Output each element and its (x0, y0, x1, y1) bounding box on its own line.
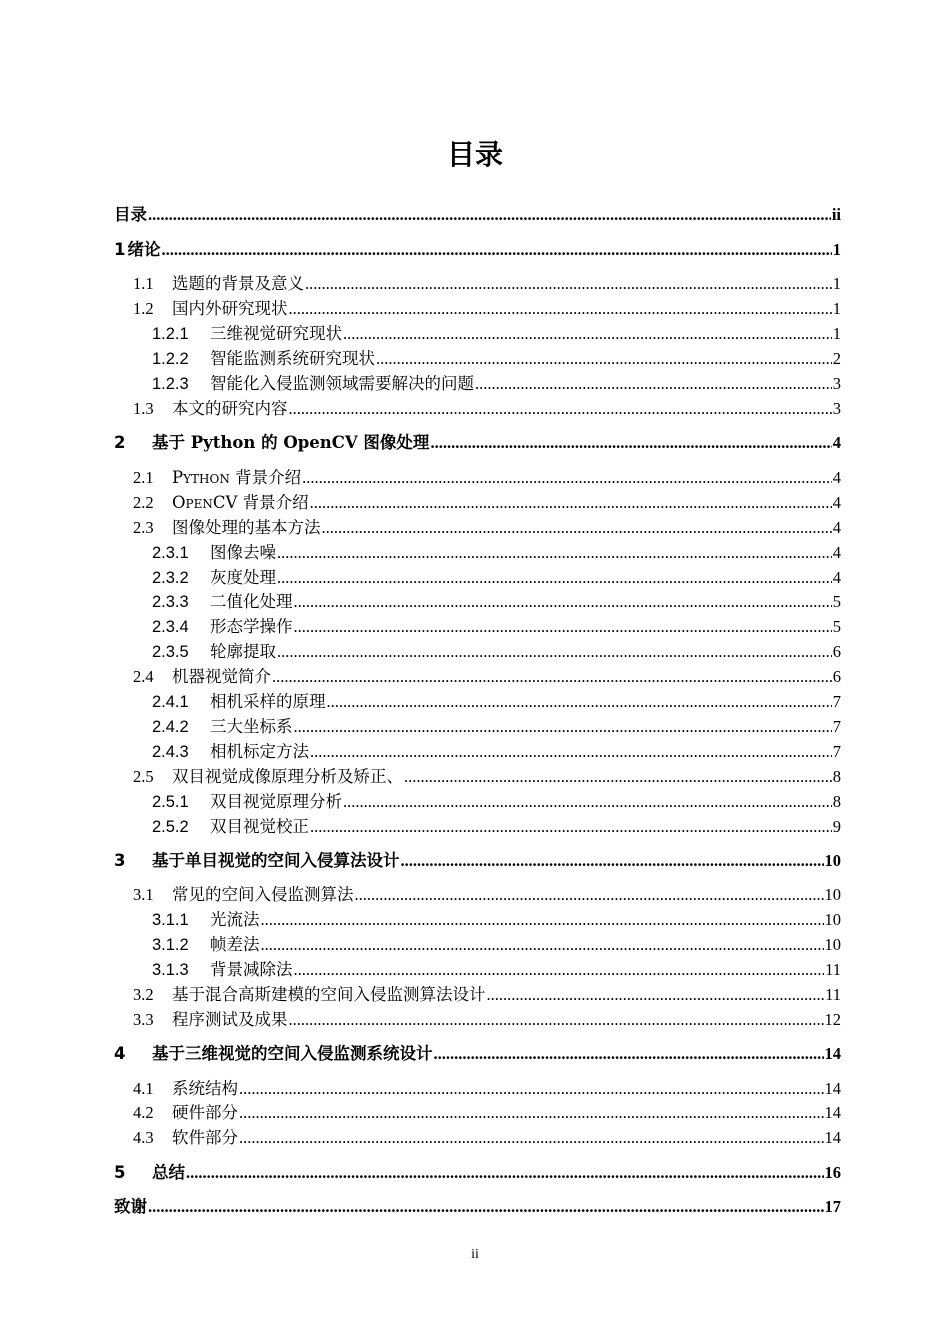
toc-leader-dots (404, 764, 832, 789)
toc-entry-2-4-1[interactable] (152, 689, 841, 714)
toc-entry-page: 10 (824, 910, 841, 929)
toc-entry-number: 1.2.3 (152, 375, 189, 393)
toc-entry-2-3[interactable] (133, 515, 841, 540)
toc-entry-text: 二值化处理 (210, 592, 293, 611)
toc-entry-page: 6 (832, 642, 841, 661)
toc-entry-text: 基于单目视觉的空间入侵算法设计 (152, 851, 400, 870)
toc-entry-acknowledgements[interactable] (114, 1194, 841, 1219)
toc-entry-2-5[interactable] (133, 764, 841, 789)
toc-entry-3-1-2[interactable] (152, 932, 841, 957)
toc-entry-number: 3.1.2 (152, 936, 189, 954)
toc-entry-number: 1.2.1 (152, 325, 189, 343)
toc-entry-number: 2.5.2 (152, 818, 189, 836)
toc-entry-chapter-5[interactable] (114, 1160, 841, 1185)
toc-entry-text: OpenCV 背景介绍 (172, 493, 309, 512)
toc-leader-dots (239, 1076, 824, 1101)
toc-entry-number: 2.5.1 (152, 793, 189, 811)
toc-entry-text: 轮廓提取 (210, 642, 276, 661)
toc-entry-page: 11 (825, 960, 841, 979)
toc-entry-contents[interactable] (114, 202, 841, 227)
toc-entry-2-2[interactable] (133, 490, 841, 515)
toc-entry-page: 5 (832, 617, 841, 636)
toc-entry-page: 17 (824, 1197, 841, 1216)
toc-entry-page: 2 (832, 349, 841, 368)
toc-entry-text: 软件部分 (172, 1128, 238, 1147)
toc-entry-number: 5 (114, 1163, 126, 1182)
toc-entry-page: 7 (832, 692, 841, 711)
toc-entry-page: 1 (832, 324, 841, 343)
toc-entry-2-3-2[interactable] (152, 565, 841, 590)
toc-entry-number: 3.1 (133, 885, 154, 904)
toc-entry-page: 14 (824, 1044, 841, 1063)
toc-entry-3-2[interactable] (133, 982, 841, 1007)
toc-title: 目录 (446, 138, 503, 171)
toc-leader-dots (305, 271, 832, 296)
toc-leader-dots (294, 957, 825, 982)
toc-leader-dots (161, 237, 831, 262)
toc-entry-text: 形态学操作 (210, 617, 293, 636)
toc-entry-page: 1 (832, 299, 841, 318)
toc-entry-text: 本文的研究内容 (172, 399, 288, 418)
toc-entry-2-5-1[interactable] (152, 789, 841, 814)
toc-entry-2-5-2[interactable] (152, 814, 841, 839)
toc-entry-text: 程序测试及成果 (172, 1010, 288, 1029)
toc-entry-3-1-1[interactable] (152, 907, 841, 932)
toc-entry-text: 总结 (152, 1163, 185, 1182)
toc-entry-number: 2 (114, 433, 126, 452)
toc-entry-text: 硬件部分 (172, 1103, 238, 1122)
toc-entry-1-1[interactable] (133, 271, 841, 296)
toc-entry-number: 2.3.1 (152, 544, 189, 562)
toc-leader-dots (272, 664, 832, 689)
toc-entry-number: 1.3 (133, 399, 154, 418)
toc-entry-number: 1.2.2 (152, 350, 189, 368)
toc-entry-text: 致谢 (114, 1197, 147, 1216)
toc-entry-page: 8 (832, 767, 841, 786)
toc-leader-dots (289, 1007, 824, 1032)
toc-leader-dots (277, 639, 832, 664)
page-number: ii (471, 1247, 479, 1262)
toc-entry-page: 1 (832, 240, 841, 259)
toc-entry-page: 14 (824, 1079, 841, 1098)
toc-entry-page: 4 (832, 518, 841, 537)
toc-entry-text: 绪论 (127, 240, 161, 259)
toc-entry-text: 智能监测系统研究现状 (210, 349, 375, 368)
toc-leader-dots (294, 589, 832, 614)
toc-entry-1-2-2[interactable] (152, 346, 841, 371)
toc-entry-number: 2.3.3 (152, 593, 189, 611)
toc-entry-text: 机器视觉简介 (172, 667, 271, 686)
toc-entry-2-3-4[interactable] (152, 614, 841, 639)
toc-leader-dots (277, 540, 832, 565)
toc-entry-2-4-3[interactable] (152, 739, 841, 764)
toc-entry-4-2[interactable] (133, 1100, 841, 1125)
toc-entry-number: 4 (114, 1044, 126, 1063)
toc-leader-dots (239, 1100, 824, 1125)
toc-entry-text: 相机采样的原理 (210, 692, 326, 711)
toc-entry-page: 4 (832, 493, 841, 512)
toc-leader-dots (186, 1160, 824, 1185)
toc-entry-page: 4 (832, 543, 841, 562)
toc-leader-dots (294, 614, 832, 639)
toc-entry-text: 双目视觉校正 (210, 817, 309, 836)
toc-entry-text: 基于三维视觉的空间入侵监测系统设计 (152, 1044, 433, 1063)
toc-entry-text: 三维视觉研究现状 (210, 324, 342, 343)
toc-entry-number: 3.1.3 (152, 961, 189, 979)
toc-entry-2-3-5[interactable] (152, 639, 841, 664)
toc-leader-dots (277, 565, 832, 590)
toc-entry-number: 2.3.5 (152, 643, 189, 661)
toc-entry-number: 2.4.3 (152, 743, 189, 761)
toc-entry-number: 3.1.1 (152, 911, 189, 929)
toc-entry-text: 系统结构 (172, 1079, 238, 1098)
toc-entry-page: 4 (832, 433, 841, 452)
toc-entry-text: 灰度处理 (210, 568, 276, 587)
toc-entry-4-1[interactable] (133, 1076, 841, 1101)
toc-entry-text: 选题的背景及意义 (172, 274, 304, 293)
toc-entry-page: 10 (824, 851, 841, 870)
toc-leader-dots (487, 982, 825, 1007)
toc-entry-number: 1 (114, 240, 126, 259)
toc-entry-page: 7 (832, 717, 841, 736)
toc-entry-text: 图像去噪 (210, 543, 276, 562)
toc-entry-4-3[interactable] (133, 1125, 841, 1150)
toc-entry-number: 4.1 (133, 1079, 154, 1098)
toc-leader-dots (261, 907, 824, 932)
toc-leader-dots (343, 789, 832, 814)
toc-entry-number: 2.3 (133, 518, 154, 537)
toc-entry-text: 背景减除法 (210, 960, 293, 979)
toc-leader-dots (434, 1041, 824, 1066)
toc-entry-1-3[interactable] (133, 396, 841, 421)
toc-entry-number: 1.2 (133, 299, 154, 318)
toc-leader-dots (261, 932, 824, 957)
toc-entry-text: 图像处理的基本方法 (172, 518, 321, 537)
toc-entry-number: 3.2 (133, 985, 154, 1004)
toc-entry-text: 智能化入侵监测领域需要解决的问题 (210, 374, 474, 393)
toc-entry-page: 4 (832, 468, 841, 487)
toc-leader-dots (322, 515, 832, 540)
toc-entry-chapter-3[interactable] (114, 848, 841, 873)
toc-entry-page: 9 (832, 817, 841, 836)
toc-entry-number: 2.5 (133, 767, 154, 786)
toc-entry-page: 6 (832, 667, 841, 686)
toc-entry-page: 7 (832, 742, 841, 761)
toc-entry-page: 3 (832, 399, 841, 418)
toc-entry-2-4-2[interactable] (152, 714, 841, 739)
toc-leader-dots (294, 714, 832, 739)
toc-entry-text: 双目视觉成像原理分析及矫正、 (172, 767, 403, 786)
toc-entry-number: 4.3 (133, 1128, 154, 1147)
toc-entry-chapter-2[interactable] (114, 430, 841, 455)
toc-entry-2-3-1[interactable] (152, 540, 841, 565)
toc-leader-dots (148, 1194, 824, 1219)
toc-leader-dots (430, 430, 831, 455)
toc-entry-1-2-3[interactable] (152, 371, 841, 396)
toc-entry-number: 4.2 (133, 1103, 154, 1122)
toc-entry-text: Python 背景介绍 (172, 468, 302, 487)
toc-entry-number: 2.3.2 (152, 569, 189, 587)
toc-entry-3-1[interactable] (133, 882, 841, 907)
toc-entry-page: 4 (832, 568, 841, 587)
toc-entry-3-3[interactable] (133, 1007, 841, 1032)
toc-leader-dots (355, 882, 824, 907)
toc-leader-dots (302, 465, 832, 490)
toc-leader-dots (310, 490, 832, 515)
toc-entry-number: 2.2 (133, 493, 154, 512)
toc-entry-1-2-1[interactable] (152, 321, 841, 346)
toc-entry-2-3-3[interactable] (152, 589, 841, 614)
toc-entry-text: 基于 Python 的 OpenCV 图像处理 (152, 433, 430, 452)
toc-entry-2-1[interactable] (133, 465, 841, 490)
toc-entry-text: 常见的空间入侵监测算法 (172, 885, 354, 904)
toc-leader-dots (343, 321, 832, 346)
toc-entry-number: 3 (114, 851, 126, 870)
toc-entry-number: 2.1 (133, 468, 154, 487)
toc-entry-number: 2.3.4 (152, 618, 189, 636)
toc-entry-text: 双目视觉原理分析 (210, 792, 342, 811)
toc-leader-dots (475, 371, 832, 396)
toc-entry-page: 10 (824, 885, 841, 904)
toc-entry-text: 国内外研究现状 (172, 299, 288, 318)
toc-leader-dots (289, 396, 832, 421)
toc-leader-dots (289, 296, 832, 321)
toc-entry-3-1-3[interactable] (152, 957, 841, 982)
toc-entry-chapter-1[interactable] (114, 237, 841, 262)
toc-entry-number: 1.1 (133, 274, 154, 293)
toc-leader-dots (148, 202, 831, 227)
toc-entry-text: 光流法 (210, 910, 260, 929)
toc-entry-page: 12 (824, 1010, 841, 1029)
toc-entry-text: 目录 (114, 205, 147, 224)
toc-leader-dots (310, 814, 832, 839)
toc-entry-page: 5 (832, 592, 841, 611)
toc-entry-number: 3.3 (133, 1010, 154, 1029)
toc-leader-dots (376, 346, 832, 371)
toc-entry-page: 3 (832, 374, 841, 393)
toc-entry-page: ii (831, 205, 841, 224)
toc-entry-page: 16 (824, 1163, 841, 1182)
toc-entry-page: 10 (824, 935, 841, 954)
toc-entry-2-4[interactable] (133, 664, 841, 689)
toc-entry-page: 14 (824, 1103, 841, 1122)
toc-entry-text: 相机标定方法 (210, 742, 309, 761)
toc-leader-dots (239, 1125, 824, 1150)
toc-entry-number: 2.4 (133, 667, 154, 686)
toc-entry-text: 基于混合高斯建模的空间入侵监测算法设计 (172, 985, 486, 1004)
toc-entry-text: 帧差法 (210, 935, 260, 954)
toc-entry-page: 11 (825, 985, 841, 1004)
toc-leader-dots (310, 739, 832, 764)
toc-leader-dots (401, 848, 824, 873)
toc-entry-number: 2.4.2 (152, 718, 189, 736)
toc-leader-dots (327, 689, 832, 714)
toc-entry-1-2[interactable] (133, 296, 841, 321)
toc-entry-number: 2.4.1 (152, 693, 189, 711)
toc-entry-page: 14 (824, 1128, 841, 1147)
toc-entry-text: 三大坐标系 (210, 717, 293, 736)
toc-entry-chapter-4[interactable] (114, 1041, 841, 1066)
toc-entry-page: 1 (832, 274, 841, 293)
toc-entry-page: 8 (832, 792, 841, 811)
